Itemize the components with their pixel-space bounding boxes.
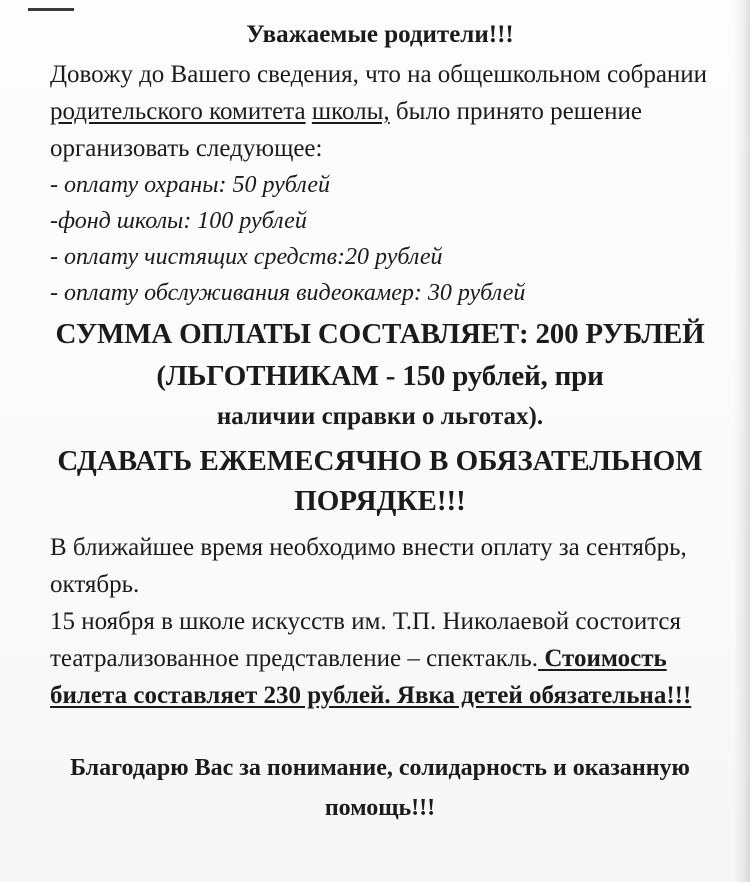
fee-item-cameras: - оплату обслуживания видеокамер: 30 рублей	[50, 280, 526, 306]
payment-paragraph: В ближайшее время необходимо внести оплату за сентябрь, октябрь.	[50, 534, 687, 598]
thanks-closing: Благодарю Вас за понимание, солидарность и оказанную помощь!!!	[70, 755, 690, 821]
intro-text-start: Довожу до Вашего сведения, что на общешкольном собрании	[50, 61, 708, 88]
paper-edge-shadow	[734, 0, 750, 882]
event-ticket-emphasis: Стоимость билета составляет 230 рублей. Явка детей обязательна!!!	[50, 645, 692, 709]
intro-text-end: было принято решение организовать следующее:	[50, 98, 642, 162]
intro-committee: родительского комитета	[50, 98, 306, 125]
event-text: 15 ноября в школе искусств им. Т.П. Николаевой состоится театрализованное представление – спектакль.	[50, 608, 682, 672]
monthly-requirement-heading: СДАВАТЬ ЕЖЕМЕСЯЧНО В ОБЯЗАТЕЛЬНОМ ПОРЯДКЕ!!!	[57, 445, 703, 517]
fee-item-school-fund: -фонд школы: 100 рублей	[50, 208, 307, 234]
notice-body	[50, 18, 710, 828]
fee-item-cleaning: - оплату чистящих средств:20 рублей	[50, 244, 443, 270]
intro-school: школы,	[311, 98, 390, 125]
intro-paragraph	[50, 56, 710, 167]
fee-item-security: - оплату охраны: 50 рублей	[50, 172, 330, 198]
total-amount-heading: СУММА ОПЛАТЫ СОСТАВЛЯЕТ: 200 РУБЛЕЙ (ЛЬГОТНИКАМ - 150 рублей, при	[55, 318, 705, 392]
greeting-heading: Уважаемые родители!!!	[246, 21, 514, 48]
total-amount-note: наличии справки о льготах).	[216, 403, 544, 430]
event-paragraph	[50, 603, 710, 714]
scan-mark	[28, 8, 74, 11]
fee-list	[50, 167, 710, 311]
